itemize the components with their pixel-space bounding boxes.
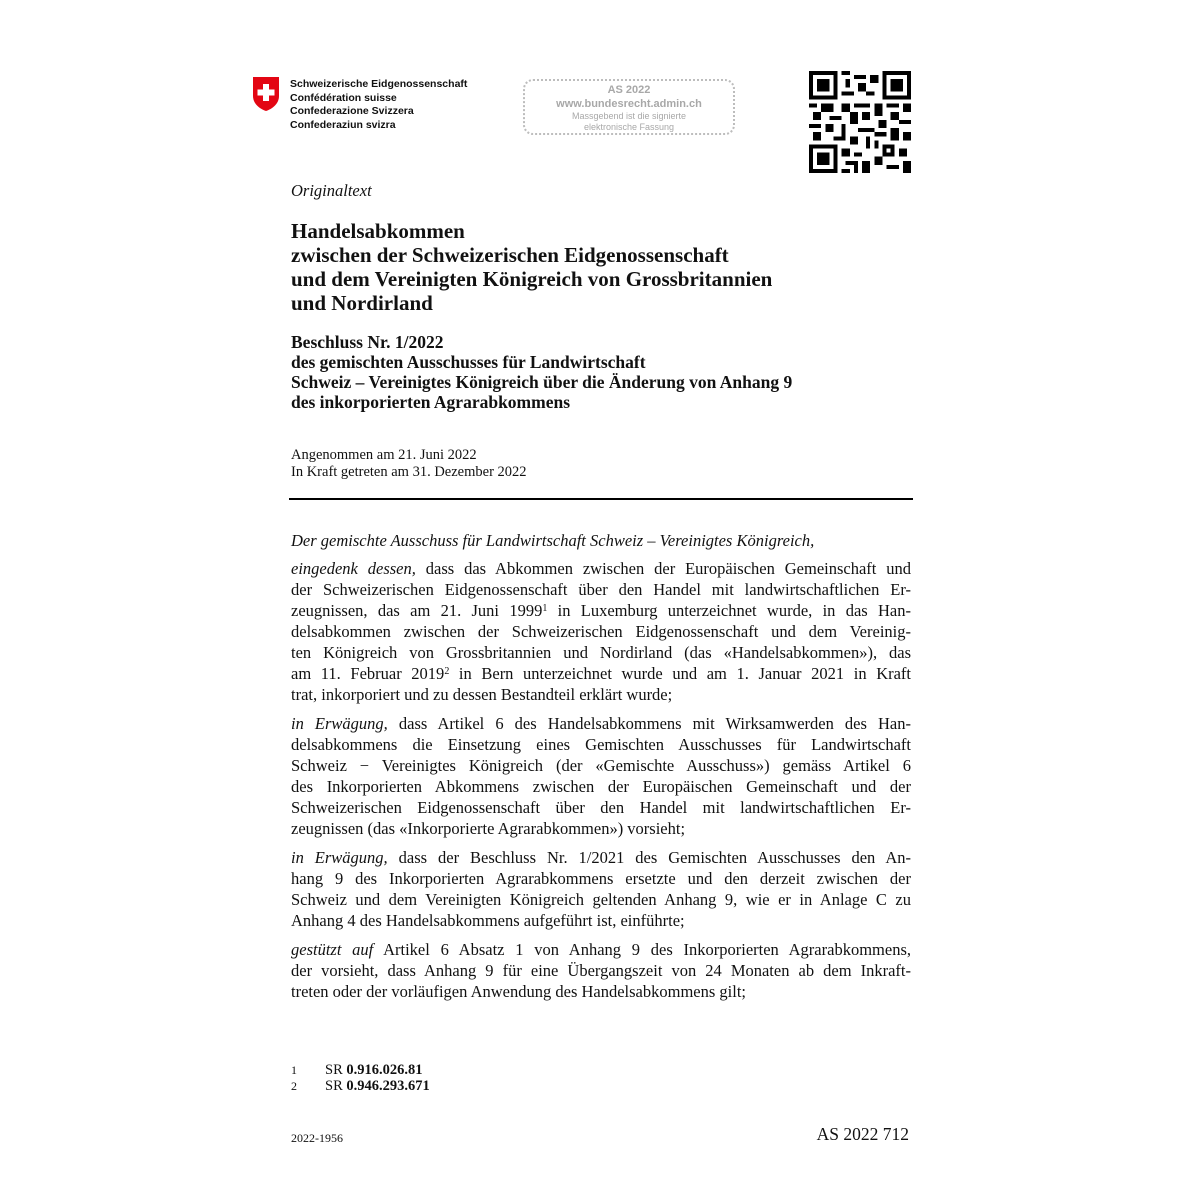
logo-line-it: Confederazione Svizzera xyxy=(290,105,414,117)
official-stamp xyxy=(523,79,735,135)
stamp-url: www.bundesrecht.admin.ch xyxy=(556,98,702,110)
recital-lead: in Erwägung, xyxy=(291,714,388,733)
footnote: 1 SR 0.916.026.81 xyxy=(291,1062,423,1078)
swiss-shield-icon xyxy=(252,76,280,112)
subtitle-line: Beschluss Nr. 1/2022 xyxy=(291,332,444,352)
federal-logo xyxy=(252,76,467,132)
title-line: und dem Vereinigten Königreich von Grossbritannien xyxy=(291,267,773,291)
footnote: 2 SR 0.946.293.671 xyxy=(291,1078,430,1094)
preamble-intro: Der gemischte Ausschuss für Landwirtschaft Schweiz – Vereinigtes Königreich, xyxy=(291,531,815,550)
title-line: Handelsabkommen xyxy=(291,219,465,243)
title-line: und Nordirland xyxy=(291,291,433,315)
recital-paragraph: eingedenk dessen, dass das Abkommen zwischen der Europäischen Gemeinschaft und der Schweizerischen Eidgenossenschaft über den Handel mit landwirtschaftlichen Er- zeugnissen, das am 21. Juni 1999$^1$ in Luxemburg unterzeichnet wurde, in das Han- delsabkommen zwischen der Schweizerischen Eidgenossenschaft und dem Vereinig- ten Königreich von Grossbritannien und Nordirland (das «Handelsabkommen»), das am 11. Februar 2019$^2$ in Bern unterzeichnet wurde und am 1. Januar 2021 in Kraft trat, inkorporiert und zu dessen Bestandteil erklärt wurde; xyxy=(291,559,912,704)
recital-paragraph: gestützt auf Artikel 6 Absatz 1 von Anhang 9 des Inkorporierten Agrarabkommens, der vorsieht, dass Anhang 9 für eine Übergangszeit von 24 Monaten ab dem Inkraft- treten oder der vorläufigen Anwendung des Handelsabkommens gilt; xyxy=(291,940,911,1001)
stamp-line-4: elektronische Fassung xyxy=(583,122,675,132)
subtitle-line: Schweiz – Vereinigtes Königreich über die Änderung von Anhang 9 xyxy=(291,372,793,392)
document-number: 2022-1956 xyxy=(291,1131,343,1145)
document-title xyxy=(291,219,911,315)
footnotes xyxy=(291,1062,430,1094)
recital-paragraph: in Erwägung, dass Artikel 6 des Handelsabkommens mit Wirksamwerden des Han- delsabkommens die Einsetzung eines Gemischten Ausschusses für Landwirtschaft Schweiz − Vereinigtes Königreich (der «Gemischte Ausschuss») gemäss Artikel 6 des Inkorporierten Abkommens zwischen der Europäischen Gemeinschaft und der Schweizerischen Eidgenossenschaft über den Handel mit landwirtschaftlichen Er- zeugnissen (das «Inkorporierte Agrarabkommen») vorsieht; xyxy=(291,714,911,838)
recital-paragraph: in Erwägung, dass der Beschluss Nr. 1/2021 des Gemischten Ausschusses den An- hang 9 des Inkorporierten Agrarabkommens ersetzte und den derzeit zwischen der Schweiz und dem Vereinigten Königreich geltenden Anhang 9, wie er in Anlage C zu Anhang 4 des Handelsabkommens aufgeführt ist, einführte; xyxy=(291,848,911,930)
logo-line-fr: Confédération suisse xyxy=(290,91,397,104)
logo-line-de: Schweizerische Eidgenossenschaft xyxy=(290,78,468,90)
sr-reference[interactable]: 0.946.293.671 xyxy=(346,1078,430,1094)
stamp-line-3: Massgebend ist die signierte xyxy=(571,111,687,121)
footnote-ref[interactable]: 1 xyxy=(542,603,548,614)
recital-lead: gestützt auf xyxy=(291,940,374,959)
as-reference: AS 2022 712 xyxy=(816,1124,909,1144)
original-text-label: Originaltext xyxy=(291,181,372,200)
preamble-body xyxy=(291,558,911,1010)
title-line: zwischen der Schweizerischen Eidgenossenschaft xyxy=(291,243,729,267)
footnote-ref[interactable]: 2 xyxy=(444,666,450,677)
logo-line-rm: Confederaziun svizra xyxy=(290,118,396,131)
dates-block xyxy=(291,447,911,481)
stamp-line-1: AS 2022 xyxy=(607,84,651,96)
divider-rule xyxy=(289,498,913,500)
subtitle-line: des gemischten Ausschusses für Landwirtschaft xyxy=(291,352,646,372)
footnote-number: 2 xyxy=(291,1079,297,1093)
in-force-date: In Kraft getreten am 31. Dezember 2022 xyxy=(291,464,527,480)
qr-code-icon xyxy=(809,71,911,173)
sr-reference[interactable]: 0.916.026.81 xyxy=(346,1062,423,1078)
recital-lead: in Erwägung, xyxy=(291,848,388,867)
footnote-number: 1 xyxy=(291,1063,297,1077)
recital-lead: eingedenk dessen, xyxy=(291,559,416,578)
adopted-date: Angenommen am 21. Juni 2022 xyxy=(291,447,477,463)
subtitle-line: des inkorporierten Agrarabkommens xyxy=(291,392,571,412)
logo-text xyxy=(290,78,467,132)
decision-title xyxy=(291,332,911,412)
